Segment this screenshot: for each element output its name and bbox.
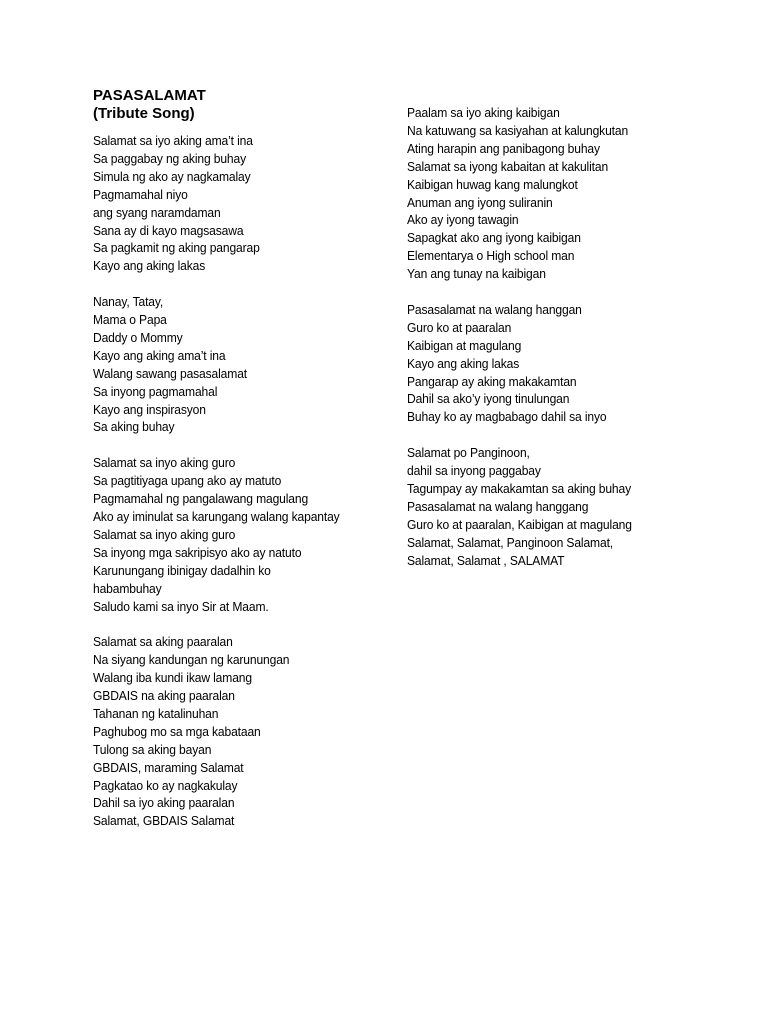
lyric-line: GBDAIS na aking paaralan <box>93 688 235 704</box>
lyric-line: Tulong sa aking bayan <box>93 741 212 757</box>
lyric-line: GBDAIS, maraming Salamat <box>93 759 244 775</box>
title-block <box>93 87 206 123</box>
lyric-line: Tagumpay ay makakamtan sa aking buhay <box>407 481 632 496</box>
lyric-line: Kayo ang inspirasyon <box>93 401 206 417</box>
stanza <box>93 633 372 830</box>
lyric-line: Paalam sa iyo aking kaibigan <box>407 105 560 120</box>
lyric-line: Walang sawang pasasalamat <box>93 365 248 381</box>
lyric-line: Sapagkat ako ang iyong kaibigan <box>407 230 581 246</box>
lyric-line: Salamat, GBDAIS Salamat <box>93 813 235 829</box>
lyric-line: Nanay, Tatay, <box>93 294 164 310</box>
lyric-line: Salamat sa iyong kabaitan at kakulitan <box>407 158 609 174</box>
lyric-line: Sa pagtitiyaga upang ako ay matuto <box>93 473 282 489</box>
lyric-line: Salamat sa aking paaralan <box>93 634 233 650</box>
lyric-line: Buhay ko ay magbabago dahil sa inyo <box>407 409 607 425</box>
lyric-line: Saludo kami sa inyo Sir at Maam. <box>93 598 269 614</box>
lyric-line: Sa inyong pagmamahal <box>93 383 218 399</box>
stanza <box>407 301 677 426</box>
lyric-line: Salamat sa inyo aking guro <box>93 455 236 471</box>
lyric-line: Sa inyong mga sakripisyo ako ay natuto <box>93 544 302 560</box>
lyric-line: Salamat po Panginoon, <box>407 445 530 461</box>
lyric-line: Salamat, Salamat, Panginoon Salamat, <box>407 534 614 550</box>
stanza <box>93 454 372 615</box>
lyric-line: Pasasalamat na walang hanggan <box>407 301 582 317</box>
lyric-line: Pagmamahal niyo <box>93 186 188 202</box>
lyric-line: Kayo ang aking ama’t ina <box>93 347 226 363</box>
lyric-line: Yan ang tunay na kaibigan <box>407 266 546 282</box>
lyric-line: Sa pagkamit ng aking pangarap <box>93 240 260 256</box>
lyric-line: Kaibigan huwag kang malungkot <box>407 176 578 192</box>
lyric-line: Dahil sa iyo aking paaralan <box>93 795 235 811</box>
lyric-line: Daddy o Mommy <box>93 329 183 345</box>
song-subtitle: (Tribute Song) <box>93 105 195 122</box>
lyric-line: Ating harapin ang panibagong buhay <box>407 140 600 156</box>
lyric-line: Tahanan ng katalinuhan <box>93 705 219 721</box>
lyric-line: Pangarap ay aking makakamtan <box>407 373 577 389</box>
song-title: PASASALAMAT <box>93 87 206 104</box>
lyric-line: Dahil sa ako’y iyong tinulungan <box>407 391 570 407</box>
lyric-line: Na katuwang sa kasiyahan at kalungkutan <box>407 122 629 138</box>
lyric-line: Ako ay iminulat sa karungang walang kapantay <box>93 509 340 524</box>
lyric-line: Sana ay di kayo magsasawa <box>93 222 244 238</box>
lyric-line: dahil sa inyong paggabay <box>407 463 541 479</box>
lyric-line: Kayo ang aking lakas <box>407 355 520 371</box>
lyric-line: Pagmamahal ng pangalawang magulang <box>93 491 309 507</box>
lyric-line: Walang iba kundi ikaw lamang <box>93 670 252 686</box>
lyric-line: Guro ko at paaralan <box>407 319 512 335</box>
lyric-line: Na siyang kandungan ng karunungan <box>93 652 290 668</box>
lyric-line: Karunungang ibinigay dadalhin ko <box>93 562 271 578</box>
lyric-line: Guro ko at paaralan, Kaibigan at magulang <box>407 516 632 532</box>
lyric-line: Pagkatao ko ay nagkakulay <box>93 777 238 793</box>
right-lyrics-column <box>407 104 677 587</box>
lyric-line: Elementarya o High school man <box>407 248 575 264</box>
lyric-line: Sa aking buhay <box>93 419 175 435</box>
lyric-line: Pasasalamat na walang hanggang <box>407 498 589 514</box>
stanza <box>93 293 372 436</box>
stanza <box>93 132 372 275</box>
lyric-line: Kaibigan at magulang <box>407 337 522 353</box>
lyric-line: Sa paggabay ng aking buhay <box>93 150 247 166</box>
lyric-line: Anuman ang iyong suliranin <box>407 194 553 210</box>
lyric-line: Salamat sa iyo aking ama’t ina <box>93 133 253 148</box>
lyric-line: Kayo ang aking lakas <box>93 258 206 274</box>
left-lyrics-column <box>93 132 372 848</box>
lyric-line: Ako ay iyong tawagin <box>407 212 519 228</box>
stanza <box>407 444 677 569</box>
lyric-line: ang syang naramdaman <box>93 204 221 220</box>
lyric-line: Salamat, Salamat , SALAMAT <box>407 552 565 568</box>
lyric-line: Paghubog mo sa mga kabataan <box>93 723 261 739</box>
lyric-line: habambuhay <box>93 580 162 596</box>
lyric-line: Mama o Papa <box>93 312 167 328</box>
lyric-line: Salamat sa inyo aking guro <box>93 526 236 542</box>
stanza <box>407 104 677 283</box>
lyric-line: Simula ng ako ay nagkamalay <box>93 168 251 184</box>
